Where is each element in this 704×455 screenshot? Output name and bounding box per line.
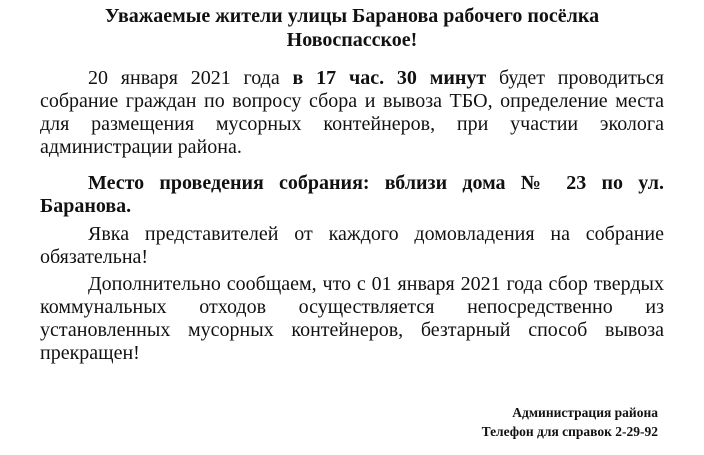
paragraph-waste-collection	[40, 273, 664, 365]
notice-title-line-1: Уважаемые жители улицы Баранова рабочего посёлка	[104, 5, 600, 27]
meeting-time: в 17 час. 30 минут	[292, 67, 487, 89]
signature-organization: Администрация района	[512, 405, 658, 420]
waste-collection-text: Дополнительно сообщаем, что с 01 января 2021 года сбор твердых коммунальных отходов осуществляется непосредственно из установленных мусорных контейнеров, безтарный способ вывоза прекращен!	[40, 273, 664, 364]
paragraph-meeting-announcement	[40, 67, 664, 159]
meeting-date: 20 января 2021 года	[88, 67, 293, 89]
notice-title-line-2: Новоспасское!	[286, 29, 418, 51]
paragraph-attendance	[40, 223, 664, 269]
attendance-text: Явка представителей от каждого домовладения на собрание обязательна!	[40, 223, 664, 268]
paragraph-meeting-location	[40, 172, 664, 218]
signature-phone: Телефон для справок 2-29-92	[481, 424, 658, 439]
meeting-description: будет проводиться собрание граждан по вопросу сбора и вывоза ТБО, определение места для размещения мусорных контейнеров, при участии эколога администрации района.	[40, 67, 665, 158]
meeting-location-text: Место проведения собрания: вблизи дома № 23 по ул. Баранова.	[40, 172, 664, 217]
